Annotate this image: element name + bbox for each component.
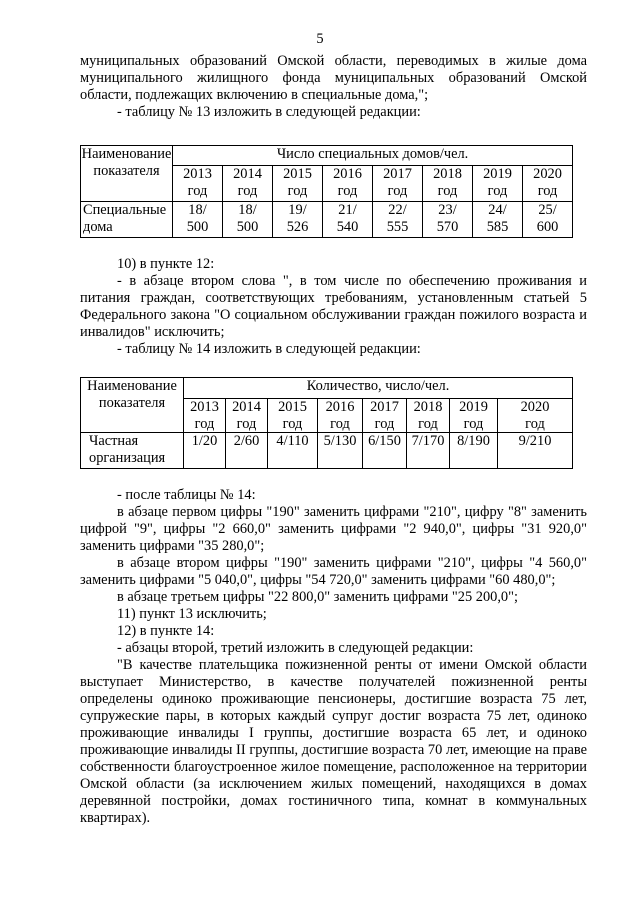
year-cell: 2019 год (473, 166, 523, 202)
after-14-para2: в абзаце втором цифры "190" заменить цифрами "210", цифры "4 560,0" заменить цифрами "5 040,0", цифры "54 720,0" заменить цифрами "60 480,0"; (80, 555, 587, 588)
item-10-paragraph: - в абзаце втором слова ", в том числе по обеспечению проживания и питания граждан, соответствующих требованиям, установленным статьей 5 Федерального закона "О социальном обслуживании граждан пожилого возраста и инвалидов" исключить; (80, 273, 587, 340)
value-cell: 4/110 (268, 433, 318, 469)
value-cell: 18/ 500 (173, 202, 223, 238)
year-cell: 2016 год (318, 399, 363, 433)
value-cell: 25/ 600 (523, 202, 573, 238)
year-cell: 2014 год (223, 166, 273, 202)
intro-line: муниципального жилищного фонда муниципальных образований Омской (80, 70, 587, 86)
intro-line: муниципальных образований Омской области, переводимых в жилые дома (80, 53, 587, 69)
intro-text (80, 53, 587, 121)
indicator-header: Наименование показателя (81, 378, 184, 433)
table13-intro: - таблицу № 13 изложить в следующей редакции: (117, 104, 421, 120)
value-cell: 2/60 (226, 433, 268, 469)
year-cell: 2017 год (363, 399, 407, 433)
after-14-title: - после таблицы № 14: (117, 487, 256, 503)
after-table-14 (80, 487, 587, 827)
row-label: Частная организация (81, 433, 184, 469)
group-header: Количество, число/чел. (184, 378, 573, 399)
value-cell: 21/ 540 (323, 202, 373, 238)
value-cell: 19/ 526 (273, 202, 323, 238)
year-cell: 2020 год (498, 399, 573, 433)
item-10 (80, 256, 587, 358)
value-cell: 9/210 (498, 433, 573, 469)
table-14 (80, 377, 573, 469)
after-14-para1: в абзаце первом цифры "190" заменить цифрами "210", цифру "8" заменить цифрой "9", цифры "2 660,0" заменить цифрами "2 940,0", цифры "31 920,0" заменить цифрами "35 280,0"; (80, 504, 587, 554)
row-label: Специальные дома (81, 202, 173, 238)
value-cell: 24/ 585 (473, 202, 523, 238)
intro-line: области, подлежащих включению в специальные дома,"; (80, 87, 429, 103)
value-cell: 1/20 (184, 433, 226, 469)
value-cell: 23/ 570 (423, 202, 473, 238)
value-cell: 8/190 (450, 433, 498, 469)
year-cell: 2013 год (184, 399, 226, 433)
year-cell: 2014 год (226, 399, 268, 433)
year-cell: 2019 год (450, 399, 498, 433)
value-cell: 22/ 555 (373, 202, 423, 238)
table-13 (80, 145, 573, 238)
value-cell: 5/130 (318, 433, 363, 469)
year-cell: 2020 год (523, 166, 573, 202)
year-cell: 2013 год (173, 166, 223, 202)
table-row (81, 202, 573, 238)
item-12: 12) в пункте 14: (117, 623, 215, 639)
value-cell: 7/170 (407, 433, 450, 469)
indicator-header: Наименование показателя (81, 146, 173, 202)
year-cell: 2015 год (268, 399, 318, 433)
value-cell: 6/150 (363, 433, 407, 469)
table-row (81, 433, 573, 469)
group-header: Число специальных домов/чел. (173, 146, 573, 166)
item-11: 11) пункт 13 исключить; (117, 606, 267, 622)
year-cell: 2018 год (423, 166, 473, 202)
item-10-title: 10) в пункте 12: (117, 256, 215, 272)
quoted-paragraph: "В качестве плательщика пожизненной ренты от имени Омской области выступает Министерство, в качестве получателей пожизненной ренты определены одиноко проживающие пенсионеры, достигшие возраста 75 лет, супружеские пары, в которых каждый супруг достиг возраста 75 лет, одиноко проживающие инвалиды I группы, достигшие возраста 65 лет, и одиноко проживающие инвалиды II группы, достигшие возраста 70 лет, имеющие на праве собственности благоустроенное жилое помещение, расположенное на территории Омской области (за исключением жилых помещений, находящихся в домах деревянной постройки, домах гостиничного типа, комнат в коммунальных квартирах). (80, 657, 587, 826)
after-14-para3: в абзаце третьем цифры "22 800,0" заменить цифрами "25 200,0"; (117, 589, 518, 605)
table14-intro: - таблицу № 14 изложить в следующей редакции: (117, 341, 421, 357)
value-cell: 18/ 500 (223, 202, 273, 238)
year-cell: 2015 год (273, 166, 323, 202)
year-cell: 2016 год (323, 166, 373, 202)
year-cell: 2017 год (373, 166, 423, 202)
year-cell: 2018 год (407, 399, 450, 433)
page-number: 5 (316, 31, 324, 47)
paragraphs-intro: - абзацы второй, третий изложить в следующей редакции: (117, 640, 474, 656)
